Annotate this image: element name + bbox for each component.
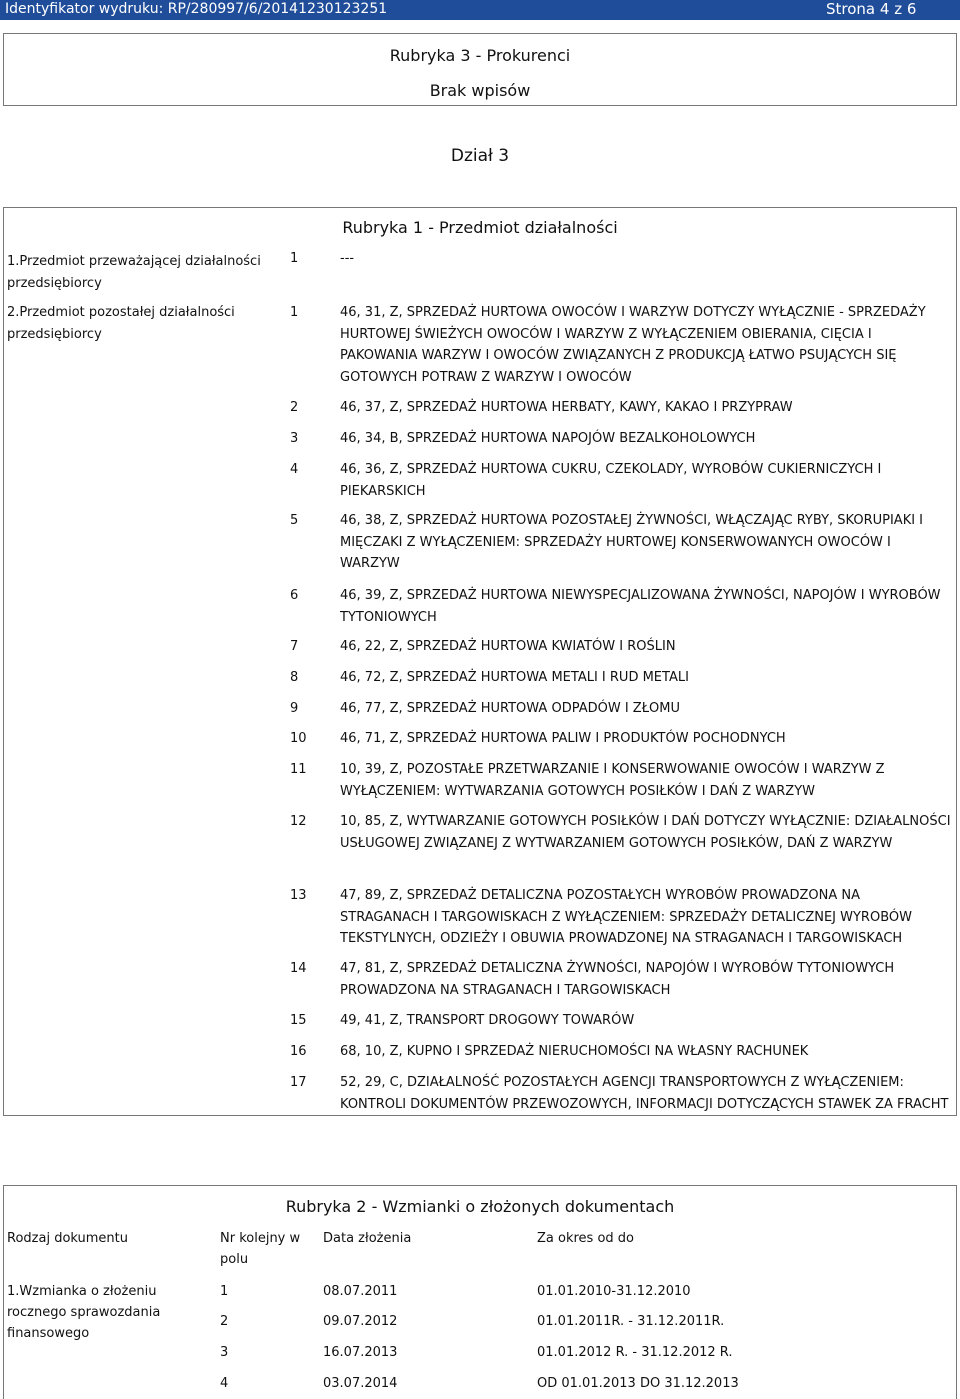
doc-row-date: 09.07.2012 xyxy=(323,1314,398,1329)
doc-row-period: OD 01.01.2013 DO 31.12.2013 xyxy=(537,1376,739,1391)
entry-number: 17 xyxy=(290,1075,307,1090)
doc-row-date: 03.07.2014 xyxy=(323,1376,398,1391)
doc-row-number: 1 xyxy=(220,1284,229,1299)
entry-text: 46, 38, Z, SPRZEDAŻ HURTOWA POZOSTAŁEJ ŻYWNOŚCI, WŁĄCZAJĄC RYBY, SKORUPIAKI I MIĘCZAKI Z WYŁĄCZENIEM: SPRZEDAŻY HURTOWEJ KONSERWOWANYCH OWOCÓW I WARZYW xyxy=(340,513,924,571)
entry-number: 3 xyxy=(290,431,299,446)
entry-number: 4 xyxy=(290,462,299,477)
dzial-title: Dział 3 xyxy=(450,146,510,166)
doc-row-period: 01.01.2012 R. - 31.12.2012 R. xyxy=(537,1345,733,1360)
rubryka2-title: Rubryka 2 - Wzmianki o złożonych dokumentach xyxy=(285,1197,675,1216)
entry-number: 7 xyxy=(290,639,299,654)
prokurenci-title: Rubryka 3 - Prokurenci xyxy=(389,46,571,65)
section-label-other xyxy=(7,302,277,345)
entry-number: 8 xyxy=(290,670,299,685)
entry-text: 46, 72, Z, SPRZEDAŻ HURTOWA METALI I RUD METALI xyxy=(340,670,689,685)
entry-text: 49, 41, Z, TRANSPORT DROGOWY TOWARÓW xyxy=(340,1013,635,1028)
entry-number: 16 xyxy=(290,1044,307,1059)
entry-number: 15 xyxy=(290,1013,307,1028)
entry-number: 12 xyxy=(290,814,307,829)
entry-text: 46, 22, Z, SPRZEDAŻ HURTOWA KWIATÓW I ROŚLIN xyxy=(340,639,676,654)
entry-number: 13 xyxy=(290,888,307,903)
entry-text: 46, 37, Z, SPRZEDAŻ HURTOWA HERBATY, KAWY, KAKAO I PRZYPRAW xyxy=(340,400,793,415)
entry-number: 6 xyxy=(290,588,299,603)
entry-text: 46, 39, Z, SPRZEDAŻ HURTOWA NIEWYSPECJALIZOWANA ŻYWNOŚCI, NAPOJÓW I WYROBÓW TYTONIOWYCH xyxy=(340,588,941,625)
column-header-data: Data złożenia xyxy=(323,1231,412,1246)
prokurenci-section xyxy=(3,33,957,106)
doc-row-number: 3 xyxy=(220,1345,229,1360)
entry-number: 11 xyxy=(290,762,307,777)
entry-text: 46, 34, B, SPRZEDAŻ HURTOWA NAPOJÓW BEZALKOHOLOWYCH xyxy=(340,431,756,446)
entry-number: 1 xyxy=(290,251,299,266)
entry-number: 1 xyxy=(290,305,299,320)
column-header-okres: Za okres od do xyxy=(537,1231,634,1246)
print-identifier: Identyfikator wydruku: RP/280997/6/20141230123251 xyxy=(5,1,388,17)
section-label-main-text: 1.Przedmiot przeważającej działalności przedsiębiorcy xyxy=(7,254,261,291)
doc-row-date: 16.07.2013 xyxy=(323,1345,398,1360)
rubryka1-title: Rubryka 1 - Przedmiot działalności xyxy=(342,218,618,237)
entry-number: 5 xyxy=(290,513,299,528)
doc-row-period: 01.01.2011R. - 31.12.2011R. xyxy=(537,1314,725,1329)
entry-number: 9 xyxy=(290,701,299,716)
entry-text: 46, 36, Z, SPRZEDAŻ HURTOWA CUKRU, CZEKOLADY, WYROBÓW CUKIERNICZYCH I PIEKARSKICH xyxy=(340,462,882,499)
entry-text: --- xyxy=(340,251,355,266)
entry-number: 10 xyxy=(290,731,307,746)
entry-text: 47, 89, Z, SPRZEDAŻ DETALICZNA POZOSTAŁYCH WYROBÓW PROWADZONA NA STRAGANACH I TARGOWISKACH Z WYŁĄCZENIEM: SPRZEDAŻY DETALICZNEJ WYROBÓW TEKSTYLNYCH, ODZIEŻY I OBUWIA PROWADZONEJ NA STRAGANACH I TARGOWISKACH xyxy=(340,888,912,946)
column-header-nr: Nr kolejny w polu xyxy=(220,1231,301,1267)
doc-row-number: 2 xyxy=(220,1314,229,1329)
entry-text: 68, 10, Z, KUPNO I SPRZEDAŻ NIERUCHOMOŚCI NA WŁASNY RACHUNEK xyxy=(340,1044,809,1059)
entry-text: 47, 81, Z, SPRZEDAŻ DETALICZNA ŻYWNOŚCI, NAPOJÓW I WYROBÓW TYTONIOWYCH PROWADZONA NA STRAGANACH I TARGOWISKACH xyxy=(340,961,895,998)
section-label-other-text: 2.Przedmiot pozostałej działalności przedsiębiorcy xyxy=(7,305,235,342)
entry-number: 14 xyxy=(290,961,307,976)
entry-text: 46, 31, Z, SPRZEDAŻ HURTOWA OWOCÓW I WARZYW DOTYCZY WYŁĄCZNIE - SPRZEDAŻY HURTOWEJ ŚWIEŻYCH OWOCÓW I WARZYW Z WYŁĄCZENIEM OBIERANIA, CIĘCIA I PAKOWANIA WARZYW I OWOCÓW ZWIĄZANYCH Z PRODUKCJĄ ŁATWO PSUJĄCYCH SIĘ GOTOWYCH POTRAW Z WARZYW I OWOCÓW xyxy=(340,305,926,385)
doc-row-number: 4 xyxy=(220,1376,229,1391)
entry-text: 46, 77, Z, SPRZEDAŻ HURTOWA ODPADÓW I ZŁOMU xyxy=(340,701,680,716)
doc-type: 1.Wzmianka o złożeniu rocznego sprawozdania finansowego xyxy=(7,1284,161,1341)
entry-text: 46, 71, Z, SPRZEDAŻ HURTOWA PALIW I PRODUKTÓW POCHODNYCH xyxy=(340,731,786,746)
doc-row-period: 01.01.2010-31.12.2010 xyxy=(537,1284,691,1299)
entry-text: 10, 85, Z, WYTWARZANIE GOTOWYCH POSIŁKÓW I DAŃ DOTYCZY WYŁĄCZNIE: DZIAŁALNOŚCI USŁUGOWEJ ZWIĄZANEJ Z WYTWARZANIEM GOTOWYCH POSIŁKÓW, DAŃ Z WARZYW xyxy=(340,814,951,851)
page-indicator: Strona 4 z 6 xyxy=(826,0,917,18)
doc-row-date: 08.07.2011 xyxy=(323,1284,398,1299)
prokurenci-value: Brak wpisów xyxy=(429,81,531,100)
section-label-main xyxy=(7,251,277,294)
print-header-bar xyxy=(0,0,960,20)
entry-number: 2 xyxy=(290,400,299,415)
entry-text: 10, 39, Z, POZOSTAŁE PRZETWARZANIE I KONSERWOWANIE OWOCÓW I WARZYW Z WYŁĄCZENIEM: WYTWARZANIA GOTOWYCH POSIŁKÓW I DAŃ Z WARZYW xyxy=(340,762,885,799)
column-header-rodzaj: Rodzaj dokumentu xyxy=(7,1231,128,1246)
entry-text: 52, 29, C, DZIAŁALNOŚĆ POZOSTAŁYCH AGENCJI TRANSPORTOWYCH Z WYŁĄCZENIEM: KONTROLI DOKUMENTÓW PRZEWOZOWYCH, INFORMACJI DOTYCZĄCYCH STAWEK ZA FRACHT xyxy=(340,1075,949,1112)
